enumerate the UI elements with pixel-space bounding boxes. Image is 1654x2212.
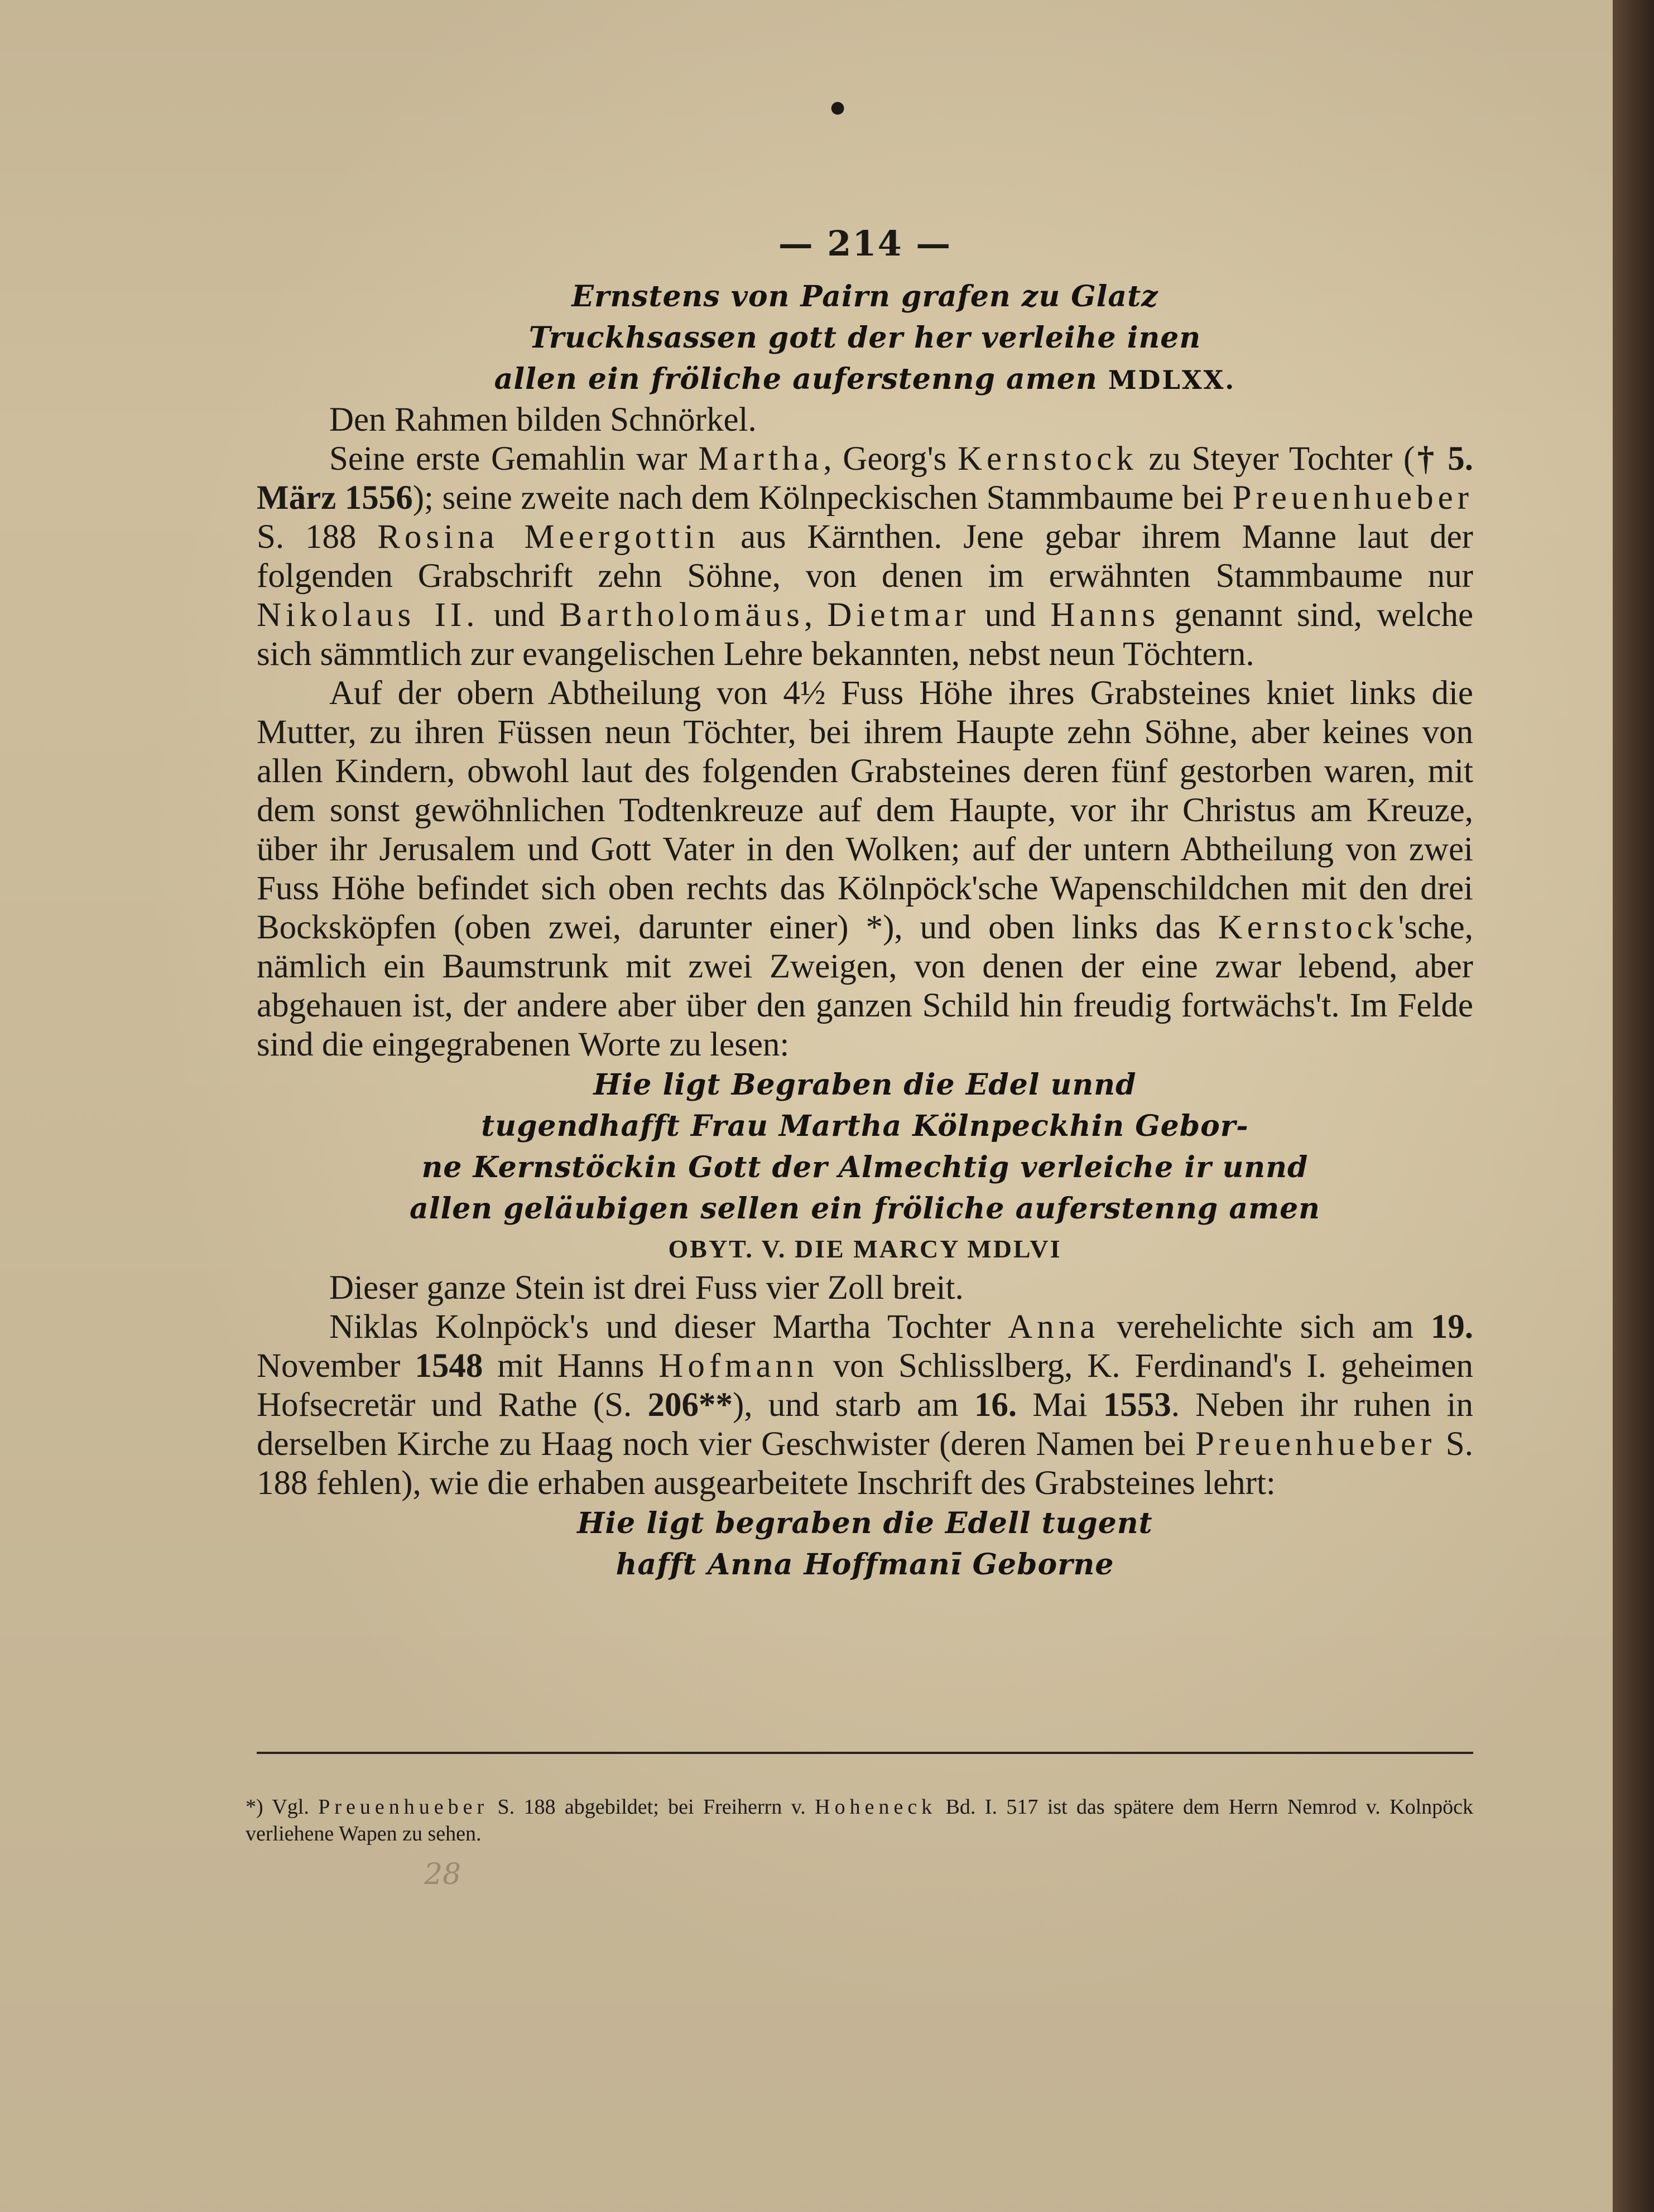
name-hoheneck: Hoheneck [815, 1795, 937, 1819]
main-text [257, 223, 1473, 1585]
year-number: 1548 [415, 1347, 483, 1385]
text-run: 'sche, nämlich ein Baumstrunk mit zwei Zweigen, von denen der eine zwar lebend, aber abgehauen ist, der andere aber über den ganzen Schild hin freudig fortwächs't. Im Felde sind die eingegrabenen Worte zu lesen: [257, 909, 1473, 1063]
year-number: 1553 [1103, 1386, 1171, 1424]
name-preuenhueber: Preuenhueber [1232, 479, 1473, 517]
inscription-line: Ernstens von Pairn grafen zu Glatz [571, 279, 1158, 314]
name-dietmar: Dietmar [827, 596, 970, 634]
footnote-divider [257, 1752, 1473, 1754]
name-preuenhueber: Preuenhueber [318, 1795, 489, 1819]
inscription-text: allen ein fröliche auferstenng amen [494, 362, 1098, 396]
date-number: 19. [1430, 1308, 1473, 1346]
inscription-line: Truckhsassen gott der her verleihe inen [528, 321, 1201, 355]
text-run: und [479, 596, 560, 634]
text-run: Seine erste Gemahlin war [329, 440, 699, 478]
text-run: Auf der obern Abtheilung von 4½ Fuss Höhe ihres Grabsteines kniet links die Mutter, zu ihren Füssen neun Töchter, bei ihrem Haupte zehn Söhne, aber keines von allen Kindern, obwohl laut des folgenden Grabsteines deren fünf gestorben waren, mit dem sonst gewöhnlichen Todtenkreuze auf dem Haupte, vor ihr Christus am Kreuze, über ihr Jerusalem und Gott Vater in den Wolken; auf der untern Abtheilung von zwei Fuss Höhe befindet sich oben rechts das Kölnpöck'sche Wapenschildchen mit den drei Bocksköpfen (oben zwei, darunter einer) *), und oben links das [257, 674, 1473, 946]
name-hanns: Hanns [1050, 596, 1160, 634]
top-inscription [257, 276, 1473, 401]
text-run: aus Kärnthen. Jene gebar ihrem Manne laut der folgenden Grabschrift zehn Söhne, von denen im erwähnten Stammbaume nur [257, 518, 1473, 595]
middle-inscription [257, 1064, 1473, 1269]
name-rosina: Rosina Meergottin [377, 518, 720, 556]
name-nikolaus: Nikolaus II. [257, 596, 479, 634]
page-reference: 206** [647, 1386, 733, 1424]
text-run: , [804, 596, 828, 634]
name-kernstock: Kernstock [1218, 909, 1398, 946]
text-run: . Neben ihr ruhen in derselben Kirche zu Haag noch vier Geschwister (deren Namen bei [257, 1386, 1473, 1463]
text-run: Bd. I. 517 ist das spätere dem Herrn Nemrod v. Kolnpöck verliehene Wapen zu sehen. [246, 1795, 1473, 1845]
page-number: — 214 — [778, 223, 952, 264]
inscription-line: tugendhafft Frau Martha Kölnpeckhin Gebor- [481, 1109, 1249, 1143]
name-kernstock: Kernstock [958, 440, 1138, 478]
inscription-line: ne Kernstöckin Gott der Almechtig verleiche ir unnd [421, 1150, 1309, 1184]
book-spine [1613, 0, 1654, 2212]
name-preuenhueber: Preuenhueber [1195, 1425, 1436, 1463]
paragraph-grabstein [257, 674, 1473, 1064]
paragraph-anna [257, 1308, 1473, 1503]
ink-dot: ● [830, 98, 845, 117]
text-run: ); seine zweite nach dem Kölnpeckischen Stammbaume bei [412, 479, 1233, 517]
inscription-date: OBYT. V. DIE MARCY MDLVI [668, 1235, 1062, 1263]
text-run: Mai [1017, 1386, 1103, 1424]
text-run: und [970, 596, 1051, 634]
text-run: ), und starb am [732, 1386, 974, 1424]
paragraph-martha [257, 440, 1473, 674]
inscription-line: Hie ligt begraben die Edell tugent [577, 1506, 1153, 1540]
paragraph-stein: Dieser ganze Stein ist drei Fuss vier Zoll breit. [329, 1269, 964, 1307]
paragraph-rahmen: Den Rahmen bilden Schnörkel. [329, 401, 757, 438]
inscription-line: Hie ligt Begraben die Edel unnd [593, 1068, 1137, 1102]
text-run: mit Hanns [483, 1347, 659, 1385]
date-number: 16. [974, 1386, 1017, 1424]
footnote [246, 1794, 1473, 1847]
text-run: von Schlisslberg, K. Ferdinand's I. geheimen Hofsecretär und Rathe (S. [257, 1347, 1473, 1424]
name-hofmann: Hofmann [658, 1347, 819, 1385]
name-bartholomaeus: Bartholomäus [559, 596, 804, 634]
bottom-inscription [257, 1503, 1473, 1585]
text-run: genannt sind, welche sich sämmtlich zur evangelischen Lehre bekannten, nebst neun Töchtern. [257, 596, 1474, 673]
text-run: S. 188 fehlen), wie die erhaben ausgearbeitete Inschrift des Grabsteines lehrt: [257, 1425, 1473, 1502]
text-run: Niklas Kolnpöck's und dieser Martha Tochter [329, 1308, 1008, 1346]
text-run: S. 188 [257, 518, 378, 556]
name-martha: Martha [698, 440, 824, 478]
text-run: zu Steyer Tochter ( [1137, 440, 1415, 478]
inscription-line: allen geläubigen sellen ein fröliche auferstenng amen [410, 1192, 1320, 1226]
faded-page-mark: 28 [424, 1858, 461, 1891]
inscription-line [257, 359, 1473, 401]
text-run: verehelichte sich am [1099, 1308, 1431, 1346]
text-run: , Georg's [823, 440, 958, 478]
name-anna: Anna [1008, 1308, 1100, 1346]
text-run: S. 188 abgebildet; bei Freiherrn v. [488, 1795, 815, 1819]
inscription-year: MDLXX. [1108, 365, 1236, 395]
inscription-line: hafft Anna Hoffmanī Geborne [616, 1548, 1114, 1582]
date-death: † 5. März 1556 [257, 440, 1473, 517]
text-run: November [257, 1347, 415, 1385]
text-run: *) Vgl. [246, 1795, 319, 1819]
